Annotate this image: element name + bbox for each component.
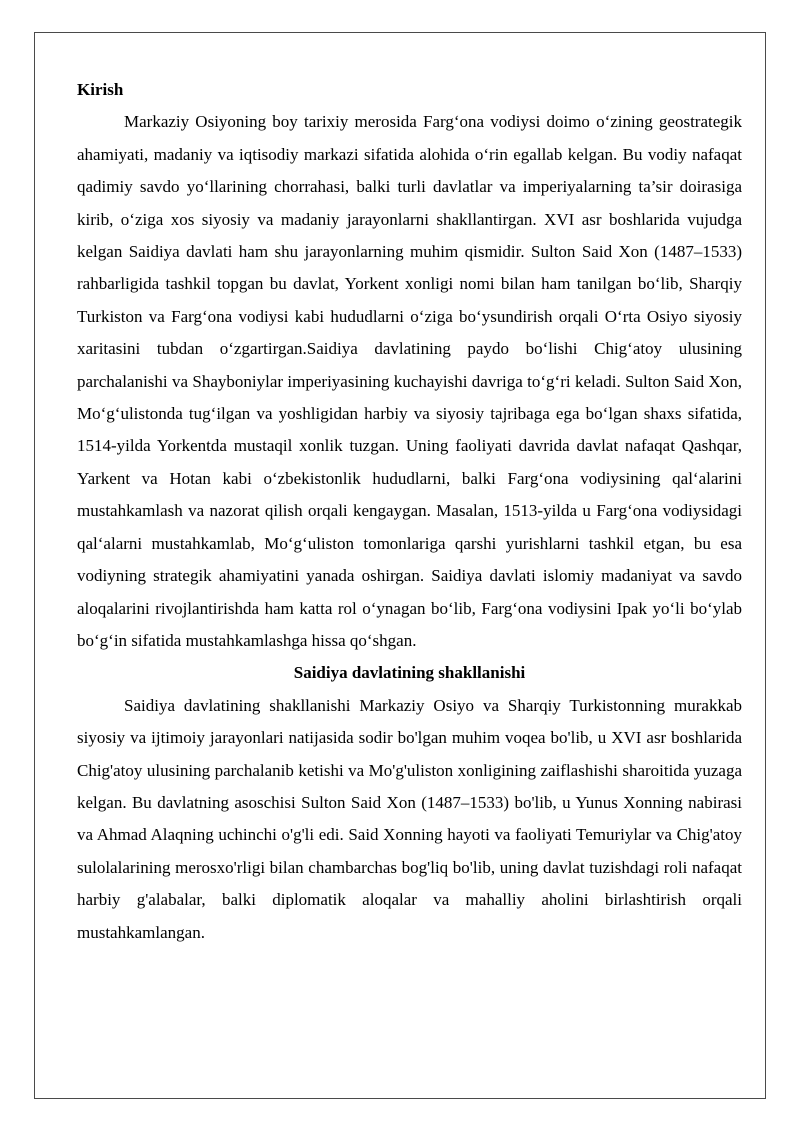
paragraph-intro: Markaziy Osiyoning boy tarixiy merosida Farg‘ona vodiysi doimo o‘zining geostrategik ahamiyati, madaniy va iqtisodiy markazi sifatida alohida o‘rin egallab kelgan. Bu vodiy nafaqat qadimiy savdo yo‘llarining chorrahasi, balki turli davlatlar va imperiyalarning ta’sir doirasiga kirib, o‘ziga xos siyosiy va madaniy jarayonlarni shakllantirgan. XVI asr boshlarida vujudga kelgan Saidiya davlati ham shu jarayonlarning muhim qismidir. Sulton Said Xon (1487–1533) rahbarligida tashkil topgan bu davlat, Yorkent xonligi nomi bilan ham tanilgan bo‘lib, Sharqiy Turkiston va Farg‘ona vodiysi kabi hududlarni o‘ziga bo‘ysundirish orqali O‘rta Osiyo siyosiy xaritasini tubdan o‘zgartirgan.Saidiya davlatining paydo bo‘lishi Chig‘atoy ulusining parchalanishi va Shayboniylar imperiyasining kuchayishi davriga to‘g‘ri keladi. Sulton Said Xon, Mo‘g‘ulistonda tug‘ilgan va yoshligidan harbiy va siyosiy tajribaga ega bo‘lgan shaxs sifatida, 1514-yilda Yorkentda mustaqil xonlik tuzgan. Uning faoliyati davrida davlat nafaqat Qashqar, Yarkent va Hotan kabi o‘zbekistonlik hududlarni, balki Farg‘ona vodiysining qal‘alarini mustahkamlash va nazorat qilish orqali kengaygan. Masalan, 1513-yilda u Farg‘ona vodiysidagi qal‘alarni mustahkamlab, Mo‘g‘uliston tomonlariga qarshi yurishlarni tashkil etgan, bu esa vodiyning strategik ahamiyatini yanada oshirgan. Saidiya davlati islomiy madaniyat va savdo aloqalarini rivojlantirishda ham katta rol o‘ynagan bo‘lib, Farg‘ona vodiysini Ipak yo‘li bo‘ylab bo‘g‘in sifatida mustahkamlashga hissa qo‘shgan.	[77, 112, 742, 650]
document-body	[77, 74, 742, 949]
section-heading-shakllanishi: Saidiya davlatining shakllanishi	[293, 663, 526, 683]
paragraph-shakllanishi: Saidiya davlatining shakllanishi Markaziy Osiyo va Sharqiy Turkistonning murakkab siyosiy va ijtimoiy jarayonlari natijasida sodir bo'lgan muhim voqea bo'lib, u XVI asr boshlarida Chig'atoy ulusining parchalanib ketishi va Mo'g'uliston xonligining zaiflashishi sharoitida yuzaga kelgan. Bu davlatning asoschisi Sulton Said Xon (1487–1533) bo'lib, u Yunus Xonning nabirasi va Ahmad Alaqning uchinchi o'g'li edi. Said Xonning hayoti va faoliyati Temuriylar va Chig'atoy sulolalarining merosxo'rligi bilan chambarchas bog'liq bo'lib, uning davlat tuzishdagi roli nafaqat harbiy g'alabalar, balki diplomatik aloqalar va mahalliy aholini birlashtirish orqali mustahkamlangan.	[77, 695, 742, 942]
section-heading-kirish: Kirish	[77, 80, 124, 99]
